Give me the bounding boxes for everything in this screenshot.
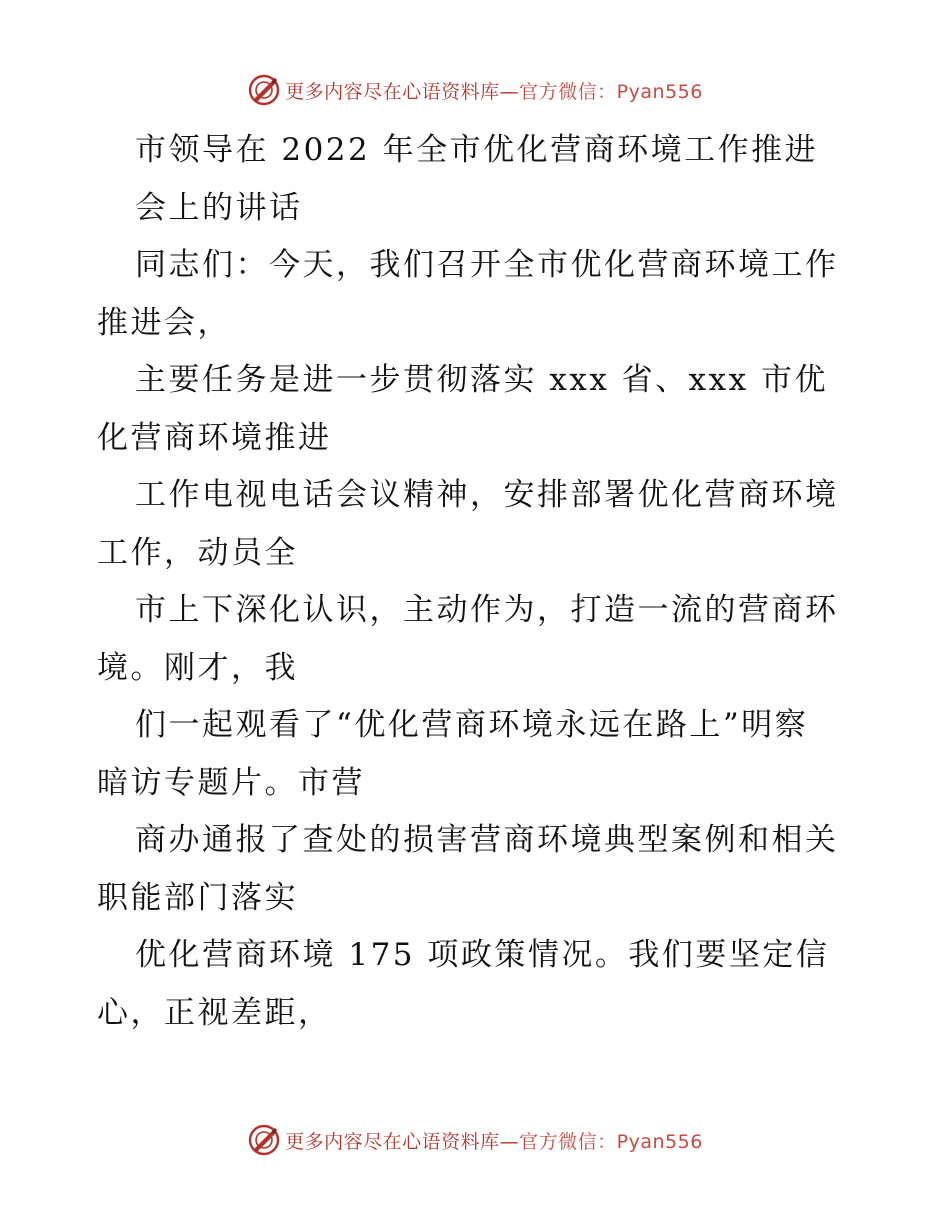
header-banner <box>0 70 950 110</box>
paragraph-line: 推进会， <box>97 304 231 341</box>
footer-wechat-text: 官方微信：Pyan556 <box>519 1130 703 1153</box>
paragraph-line: 商办通报了查处的损害营商环境典型案例和相关 <box>135 822 839 858</box>
paragraph-line: 主要任务是进一步贯彻落实 xxx 省、xxx 市优 <box>135 362 828 398</box>
paragraph-line: 市上下深化认识，主动作为，打造一流的营商环 <box>135 592 839 628</box>
header-brand-text: 更多内容尽在心语资料库— <box>285 80 520 103</box>
header-wechat-text: 官方微信：Pyan556 <box>519 80 703 103</box>
paragraph-line: 工作，动员全 <box>97 534 298 571</box>
paragraph-line: 境。刚才，我 <box>97 649 298 686</box>
paragraph-line: 暗访专题片。市营 <box>97 764 365 801</box>
header-banner-text <box>285 77 703 104</box>
document-title-line-1: 市领导在 2022 年全市优化营商环境工作推进 <box>135 132 819 168</box>
paragraph-line: 同志们：今天，我们召开全市优化营商环境工作 <box>135 247 839 283</box>
paragraph-line: 优化营商环境 175 项政策情况。我们要坚定信 <box>135 937 830 973</box>
document-title-line-2: 会上的讲话 <box>135 189 303 226</box>
document-body <box>97 122 867 1042</box>
paragraph-line: 工作电视电话会议精神，安排部署优化营商环境 <box>135 477 839 513</box>
brand-logo-icon <box>247 73 281 107</box>
brand-logo-icon <box>247 1123 281 1157</box>
footer-brand-text: 更多内容尽在心语资料库— <box>285 1130 520 1153</box>
footer-banner-text <box>285 1127 703 1154</box>
paragraph-line: 化营商环境推进 <box>97 419 332 456</box>
footer-banner <box>0 1120 950 1160</box>
paragraph-line: 们一起观看了“优化营商环境永远在路上”明察 <box>135 707 809 743</box>
paragraph-line: 心，正视差距， <box>97 994 332 1031</box>
paragraph-line: 职能部门落实 <box>97 879 298 916</box>
